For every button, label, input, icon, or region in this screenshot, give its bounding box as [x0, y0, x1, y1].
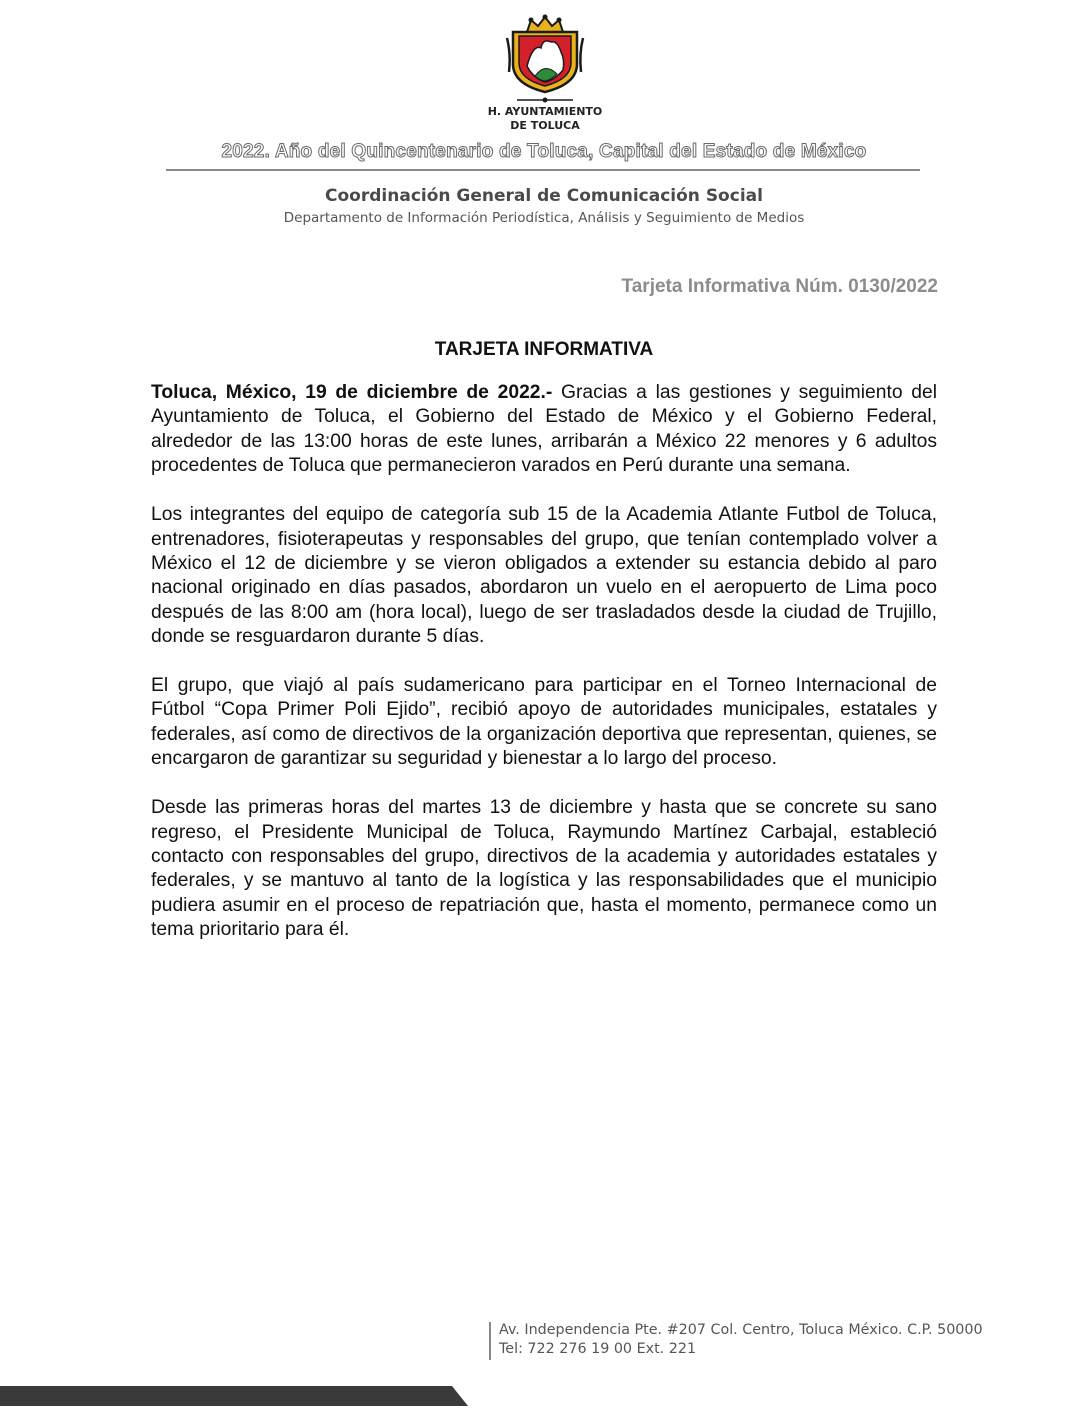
paragraph-1: [151, 381, 937, 479]
footer-divider: [489, 1322, 491, 1360]
dateline: Toluca, México, 19 de diciembre de 2022.-: [151, 382, 553, 403]
footer-phone: Tel: 722 276 19 00 Ext. 221: [499, 1341, 697, 1357]
logo: [470, 14, 620, 132]
paragraph-4: Desde las primeras horas del martes 13 de diciembre y hasta que se concrete su sano regreso, el Presidente Municipal de Toluca, Raymundo Martínez Carbajal, estableció contacto con responsables del grupo, directivos de la academia y autoridades estatales y federales, y se mantuvo al tanto de la logística y las responsabilidades que el municipio pudiera asumir en el proceso de repatriación que, hasta el momento, permanece como un tema prioritario para él.: [151, 797, 937, 941]
logo-line-2: DE TOLUCA: [510, 119, 580, 132]
paragraph-3: El grupo, que viajó al país sudamericano para participar en el Torneo Internacional de Fútbol “Copa Primer Poli Ejido”, recibió apoyo de autoridades municipales, estatales y federales, así como de directivos de la organización deportiva que representan, quienes, se encargaron de garantizar su seguridad y bienestar a lo largo del proceso.: [151, 675, 937, 770]
coat-of-arms-icon: [505, 14, 585, 94]
bottom-decorative-band: [0, 1384, 1088, 1408]
paragraph-2: Los integrantes del equipo de categoría sub 15 de la Academia Atlante Futbol de Toluca, entrenadores, fisioterapeutas y responsables del grupo, que tenían contemplado volver a México el 12 de diciembre y se vieron obligados a extender su estancia debido al paro nacional originado en días pasados, abordaron un vuelo en el aeropuerto de Lima poco después de las 8:00 am (hora local), luego de ser trasladados desde la ciudad de Trujillo, donde se resguardaron durante 5 días.: [151, 504, 937, 648]
card-number: Tarjeta Informativa Núm. 0130/2022: [621, 276, 938, 297]
logo-divider-icon: [515, 96, 575, 104]
department-subtitle: Departamento de Información Periodística, Análisis y Seguimiento de Medios: [283, 210, 805, 226]
year-motto: 2022. Año del Quincentenario de Toluca, Capital del Estado de México: [221, 141, 867, 162]
logo-line-1: H. AYUNTAMIENTO: [487, 105, 603, 118]
document-body: [151, 381, 937, 943]
coordination-title: Coordinación General de Comunicación Social: [325, 186, 763, 206]
header-divider: [166, 169, 920, 171]
paragraph-1-text: Gracias a las gestiones y seguimiento del Ayuntamiento de Toluca, el Gobierno del Estado de México y el Gobierno Federal, alrededor de las 13:00 horas de este lunes, arribarán a México 22 menores y 6 adultos procedentes de Toluca que permanecieron varados en Perú durante una semana.: [151, 382, 937, 477]
document-title: TARJETA INFORMATIVA: [434, 339, 654, 360]
footer-address: Av. Independencia Pte. #207 Col. Centro, Toluca México. C.P. 50000: [499, 1322, 983, 1338]
